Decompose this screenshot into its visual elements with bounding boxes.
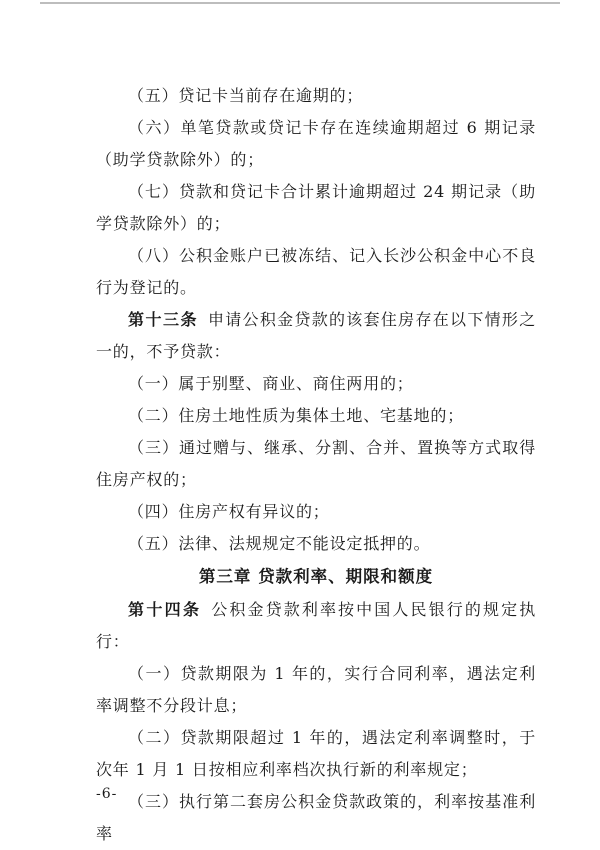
clause-paragraph: （一）属于别墅、商业、商住两用的； [128, 374, 414, 393]
clause-paragraph: （八）公积金账户已被冻结、记入长沙公积金中心不良行为登记的。 [96, 246, 536, 297]
clause-paragraph: （五）贷记卡当前存在逾期的； [128, 86, 364, 105]
clause-paragraph: （六）单笔贷款或贷记卡存在连续逾期超过 6 期记录（助学贷款除外）的； [96, 118, 536, 169]
document-body [96, 80, 536, 850]
clause-paragraph: （五）法律、法规规定不能设定抵押的。 [128, 534, 431, 553]
article-title: 第十三条 [128, 310, 198, 329]
article-paragraph [96, 304, 536, 368]
top-rule [40, 2, 560, 4]
article-paragraph [96, 594, 536, 658]
clause-paragraph: （三）通过赠与、继承、分割、合并、置换等方式取得住房产权的； [96, 438, 536, 489]
clause-paragraph: （二）住房土地性质为集体土地、宅基地的； [128, 406, 465, 425]
article-text: 申请公积金贷款的该套住房存在以下情形之一的，不予贷款： [96, 310, 536, 361]
chapter-heading: 第三章 贷款利率、期限和额度 [198, 567, 434, 586]
clause-paragraph: （三）执行第二套房公积金贷款政策的，利率按基准利率 [96, 792, 536, 843]
clause-paragraph: （七）贷款和贷记卡合计累计逾期超过 24 期记录（助学贷款除外）的； [96, 182, 536, 233]
clause-paragraph: （一）贷款期限为 1 年的，实行合同利率，遇法定利率调整不分段计息； [96, 664, 536, 715]
article-text: 公积金贷款利率按中国人民银行的规定执行： [96, 600, 536, 651]
article-title: 第十四条 [128, 600, 202, 619]
page-number: -6- [96, 786, 118, 802]
clause-paragraph: （四）住房产权有异议的； [128, 502, 330, 521]
clause-paragraph: （二）贷款期限超过 1 年的，遇法定利率调整时，于次年 1 月 1 日按相应利率档次执行新的利率规定； [96, 728, 536, 779]
